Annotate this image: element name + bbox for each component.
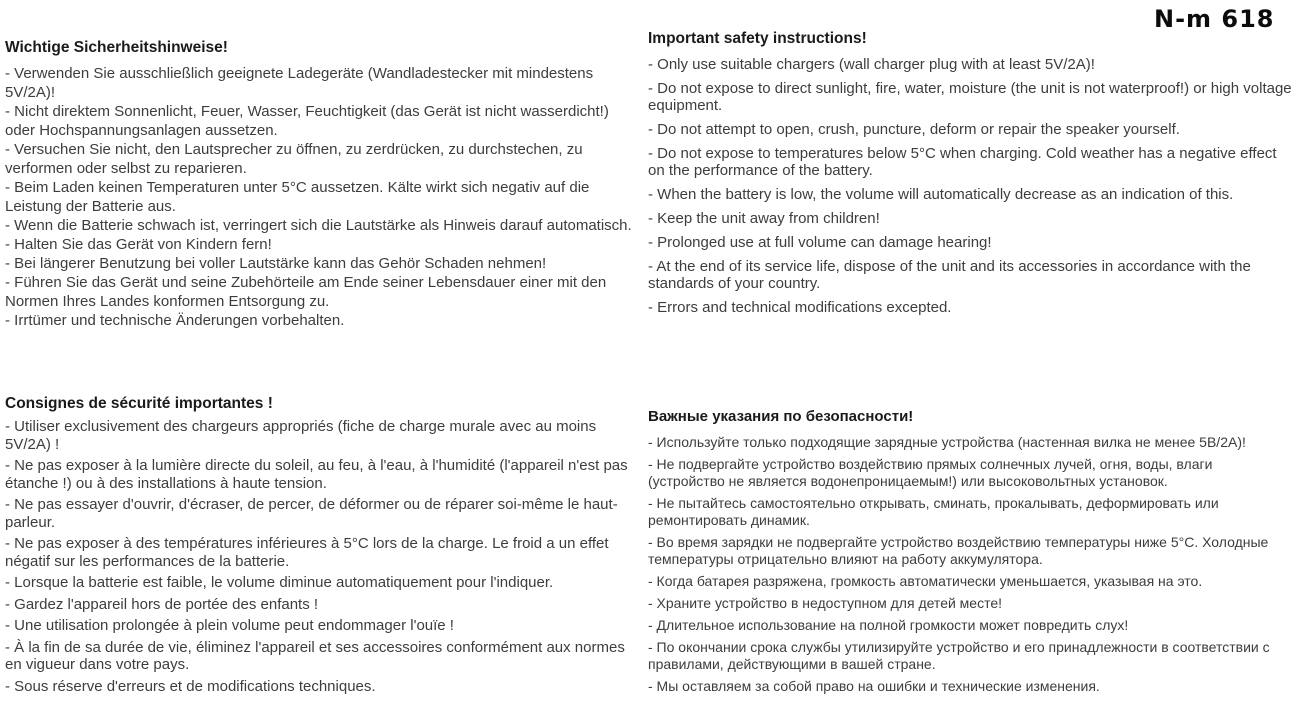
german-instruction-list xyxy=(5,64,639,330)
instruction-item: - À la fin de sa durée de vie, éliminez l'appareil et ses accessoires conformément aux normes en vigueur dans votre pays. xyxy=(5,638,625,673)
instruction-item: - Sous réserve d'erreurs et de modifications techniques. xyxy=(5,677,376,695)
instruction-item: - Длительное использование на полной громкости может повредить слух! xyxy=(648,617,1129,633)
instruction-item: - At the end of its service life, dispose of the unit and its accessories in accordance with the standards of your country. xyxy=(648,258,1251,292)
instruction-item: - Do not expose to direct sunlight, fire, water, moisture (the unit is not waterproof!) or high voltage equipment. xyxy=(648,80,1292,114)
german-heading: Wichtige Sicherheitshinweise! xyxy=(5,39,228,56)
instruction-item: - Мы оставляем за собой право на ошибки и технические изменения. xyxy=(648,678,1100,694)
french-heading: Consignes de sécurité importantes ! xyxy=(5,395,273,412)
russian-heading: Важные указания по безопасности! xyxy=(648,408,914,425)
section-russian xyxy=(648,408,1274,695)
english-instruction-list xyxy=(648,56,1296,316)
section-english xyxy=(648,30,1296,316)
instruction-item: - Wenn die Batterie schwach ist, verringert sich die Lautstärke als Hinweis darauf automatisch. xyxy=(5,217,632,234)
instruction-item: - Ne pas exposer à la lumière directe du soleil, au feu, à l'eau, à l'humidité (l'appareil n'est pas étanche !) ou à des installations à haute tension. xyxy=(5,457,628,492)
instruction-item: - When the battery is low, the volume will automatically decrease as an indication of this. xyxy=(648,186,1234,203)
instruction-item: - Verwenden Sie ausschließlich geeignete Ladegeräte (Wandladestecker mit mindestens 5V/2A)! xyxy=(5,65,594,101)
instruction-item: - По окончании срока службы утилизируйте устройство и его принадлежности в соответствии с правилами, действующими в вашей стране. xyxy=(648,639,1270,672)
instruction-item: - Bei längerer Benutzung bei voller Lautstärke kann das Gehör Schaden nehmen! xyxy=(5,255,547,272)
instruction-item: - Во время зарядки не подвергайте устройство воздействию температуры ниже 5°C. Холодные температуры отрицательно влияют на работу аккумулятора. xyxy=(648,534,1269,567)
instruction-item: - Не пытайтесь самостоятельно открывать, сминать, прокалывать, деформировать или ремонтировать динамик. xyxy=(648,495,1219,528)
instruction-item: - Only use suitable chargers (wall charger plug with at least 5V/2A)! xyxy=(648,56,1095,73)
model-number: N-m 618 xyxy=(1154,5,1275,33)
instruction-item: - Используйте только подходящие зарядные устройства (настенная вилка не менее 5В/2А)! xyxy=(648,434,1246,450)
russian-instruction-list xyxy=(648,434,1274,695)
section-german xyxy=(5,38,639,330)
instruction-item: - Halten Sie das Gerät von Kindern fern! xyxy=(5,236,272,253)
instruction-item: - Keep the unit away from children! xyxy=(648,210,880,227)
instruction-item: - Do not attempt to open, crush, puncture, deform or repair the speaker yourself. xyxy=(648,121,1180,138)
instruction-item: - Lorsque la batterie est faible, le volume diminue automatiquement pour l'indiquer. xyxy=(5,574,554,591)
english-heading: Important safety instructions! xyxy=(648,30,867,47)
instruction-item: - Beim Laden keinen Temperaturen unter 5°C aussetzen. Kälte wirkt sich negativ auf die Leistung der Batterie aus. xyxy=(5,179,590,215)
instruction-item: - Errors and technical modifications excepted. xyxy=(648,299,952,316)
instruction-item: - Irrtümer und technische Änderungen vorbehalten. xyxy=(5,312,345,329)
instruction-item: - Prolonged use at full volume can damage hearing! xyxy=(648,234,992,251)
instruction-item: - Nicht direktem Sonnenlicht, Feuer, Wasser, Feuchtigkeit (das Gerät ist nicht wasserdicht!) oder Hochspannungsanlagen aussetzen. xyxy=(5,103,609,139)
instruction-item: - Не подвергайте устройство воздействию прямых солнечных лучей, огня, воды, влаги (устройство не является водонепроницаемым!) или высоковольтных установок. xyxy=(648,456,1213,489)
instruction-item: - Gardez l'appareil hors de portée des enfants ! xyxy=(5,595,319,613)
instruction-item: - Ne pas essayer d'ouvrir, d'écraser, de percer, de déformer ou de réparer soi-même le haut-parleur. xyxy=(5,496,618,531)
instruction-item: - Versuchen Sie nicht, den Lautsprecher zu öffnen, zu zerdrücken, zu durchstechen, zu verformen oder selbst zu reparieren. xyxy=(5,141,583,177)
instruction-item: - Do not expose to temperatures below 5°C when charging. Cold weather has a negative effect on the performance of the battery. xyxy=(648,145,1277,179)
instruction-item: - Когда батарея разряжена, громкость автоматически уменьшается, указывая на это. xyxy=(648,573,1203,589)
instruction-item: - Ne pas exposer à des températures inférieures à 5°C lors de la charge. Le froid a un effet négatif sur les performances de la batterie. xyxy=(5,535,609,570)
instruction-item: - Храните устройство в недоступном для детей месте! xyxy=(648,595,1003,611)
section-french xyxy=(5,394,639,695)
instruction-item: - Une utilisation prolongée à plein volume peut endommager l'ouïe ! xyxy=(5,617,454,634)
instruction-item: - Utiliser exclusivement des chargeurs appropriés (fiche de charge murale avec au moins 5V/2A) ! xyxy=(5,418,597,453)
instruction-item: - Führen Sie das Gerät und seine Zubehörteile am Ende seiner Lebensdauer einer mit den Normen Ihres Landes konformen Entsorgung zu. xyxy=(5,274,607,310)
french-instruction-list xyxy=(5,418,639,695)
